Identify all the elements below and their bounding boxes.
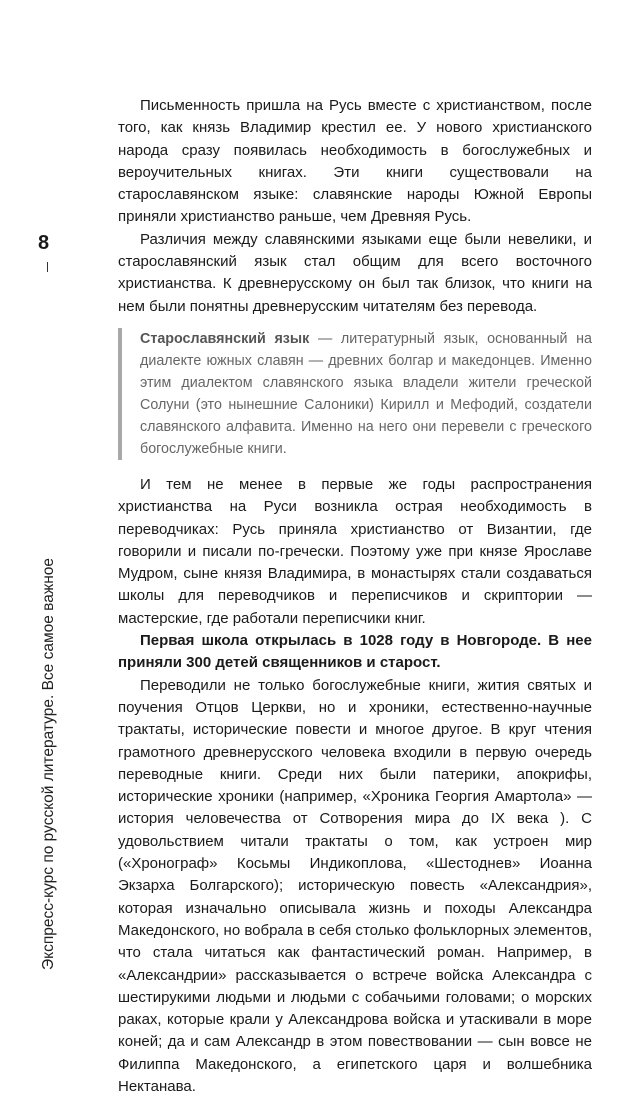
paragraph-first-school [118,630,592,675]
first-school-text: открылась в 1028 году в Новгороде. В нее приняли 300 детей священников и старост. [118,632,592,672]
paragraph-language-differences: Различия между славянскими языками еще были невелики, и старославянский язык стал общим для всего восточного христианства. К древнерусскому он был так близок, что книги на нем были понятны древнерусским читателям без перевода. [118,230,592,315]
running-header: Экспресс-курс по русской литературе. Все самое важное [40,557,57,970]
definition-text: — литературный язык, основанный на диалекте южных славян — древних болгар и македонцев. Именно этим диалектом славянского языка владели жители греческой Солуни (это нынешние Салоники) Кирилл и Мефодий, создатели славянского алфавита. Именно на него они перевели с греческого богослужебные книги. [140,330,593,457]
first-school-term: Первая школа [140,632,248,650]
definition-callout [118,328,592,460]
page-body [118,95,592,1098]
paragraph-translators: И тем не менее в первые же годы распространения христианства на Руси возникла острая необходимость в переводчиках: Русь приняла христианство от Византии, где говорили и писали по-гречески. Поэтому уже при князе Ярославе Мудром, сыне князя Владимира, в монастырях стали создаваться школы для переводчиков и переписчиков и скриптории — мастерские, где работали переписчики книг. [118,475,592,627]
page-number: 8 [38,232,50,254]
paragraph-translated-books: Переводили не только богослужебные книги, жития святых и поучения Отцов Церкви, но и хроники, естественно-научные трактаты, исторические повести и многое другое. В круг чтения грамотного древнерусского человека входили в первую очередь переводные книги. Среди них были патерики, апокрифы, исторические хроники (например, «Хроника Георгия Амартола» — история человечества от Сотворения мира до IX века ). С удовольствием читали трактаты о том, как устроен мир («Хронограф» Косьмы Индикоплова, «Шестоднев» Иоанна Экзарха Болгарского); историческую повесть «Александрия», которая изначально описывала жизнь и походы Александра Македонского, но вобрала в себя столько фольклорных элементов, что стала читаться как фантастический роман. Например, в «Александрии» рассказывается о встрече войска Александра с шестирукими людьми и людьми с собачьими головами; о морских раках, которые крали у Александрова войска и утаскивали в море коней; да и сам Александр в этом повествовании — сын вовсе не Филиппа Македонского, а египетского царя и волшебника Нектанава. [118,676,592,1095]
paragraph-writing-origin: Письменность пришла на Русь вместе с христианством, после того, как князь Владимир крестил ее. У нового христианского народа сразу появилась необходимость в богослужебных и вероучительных книгах. Эти книги существовали на старославянском языке: славянские народы Южной Европы приняли христианство раньше, чем Древняя Русь. [118,97,592,226]
definition-term: Старославянский язык [140,330,310,347]
